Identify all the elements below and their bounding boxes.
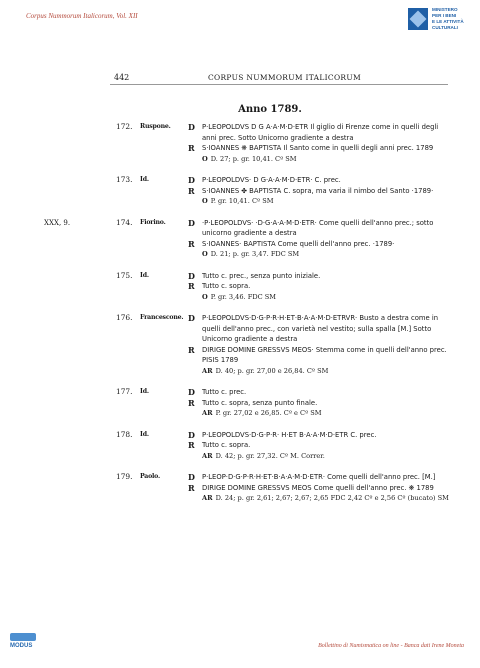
journal-header: Corpus Nummorum Italicorum, Vol. XII [26,12,138,20]
entry-number: 173. [116,175,133,184]
legend-text: P·LEOPOLDVS· D G·A·A·M·D·ETR· C. prec. [202,176,341,184]
metal-symbol: AR [202,409,213,417]
legend-text: Tutto c. sopra, senza punto finale. [202,398,318,407]
legend-text: Tutto c. prec., senza punto iniziale. [202,271,321,280]
coin-denomination: Paolo. [140,473,160,480]
side-symbol: R [188,185,195,196]
ministry-logo [408,6,474,34]
entry-description [188,430,450,462]
entry-description [188,313,450,376]
catalogue-entry [0,122,480,164]
ministry-logo-mark-icon [408,8,428,30]
side-symbol: R [188,482,195,493]
metal-symbol: AR [202,366,213,375]
catalogue-entry [0,472,480,504]
legend-text: S·IOANNES· BAPTISTA Come quelli dell'anno prec. ·1789· [202,239,395,248]
reverse-line [188,398,450,409]
coin-denomination: Ruspone. [140,123,171,130]
legend-text: P·LEOPOLDVS·D·G·P·R· H·ET B·A·A·M·D·ETR C. prec. [202,430,377,439]
side-symbol: D [188,387,195,397]
legend-text: P·LEOPOLDVS·D·G·P·R·H·ET·B·A·A·M·D·ETRVR· Busto a destra come in quelli dell'anno prec., con varietà nel vestito; sulla spalla [M.] Sotto Unicorno gradiente a destra [202,314,439,343]
side-symbol: D [188,175,195,185]
obverse-line [188,175,450,186]
entry-description [188,271,450,303]
specimen-text: D. 24; p. gr. 2,61; 2,67; 2,67; 2,65 FDC 2,42 Cº e 2,56 Cº (bucato) SM [215,494,449,502]
footer-logo-bar-icon [10,633,36,641]
obverse-line [188,122,450,143]
metal-symbol: O [202,250,208,258]
legend-text: P·LEOP·D·G·P·R·H·ET·B·A·A·M·D·ETR· Come quelli dell'anno prec. [M.] [202,473,436,481]
catalogue-entry [0,313,480,376]
catalogue-entry [0,430,480,462]
coin-denomination: Id. [140,388,149,395]
obverse-line [188,271,450,282]
obverse-line [188,387,450,398]
reverse-line [188,143,450,154]
ministry-logo-text: MINISTERO PER I BENI E LE ATTIVITÀ CULTURALI [432,7,464,30]
specimen-data [188,154,450,165]
metal-symbol: O [202,197,208,205]
specimen-data [188,292,450,303]
entry-number: 172. [116,122,133,131]
legend-text: Tutto c. sopra. [202,441,251,449]
specimen-text: D. 42; p. gr. 27,32. Cº M. Correr. [215,451,325,460]
entry-description [188,218,450,260]
legend-text: S·IOANNES ❋ BAPTISTA Il Santo come in quelli degli anni prec. 1789 [202,144,434,152]
metal-symbol: AR [202,494,213,502]
entry-number: 175. [116,270,133,280]
specimen-text: P. gr. 10,41. Cº SM [210,197,274,205]
entry-number: 178. [116,429,133,439]
catalogue-entry [0,271,480,303]
specimen-text: D. 40; p. gr. 27,00 e 26,84. Cº SM [215,366,329,375]
entry-number: 176. [116,313,133,322]
side-symbol: R [188,143,195,153]
plate-reference: XXX, 9. [44,218,71,227]
entry-number: 177. [116,387,133,396]
page-number: 442 [114,73,130,82]
catalogue-entries [0,122,480,515]
entry-description [188,122,450,164]
coin-denomination: Francescone. [140,314,184,321]
catalogue-entry [0,387,480,419]
legend-text: Tutto c. sopra. [202,282,251,290]
side-symbol: R [188,440,195,450]
obverse-line [188,313,450,345]
reverse-line [188,483,450,494]
side-symbol: R [188,238,195,249]
side-symbol: D [188,217,195,228]
entry-number: 179. [116,472,133,481]
specimen-data [188,366,450,377]
footer-credit: Bollettino di Numismatica on line - Banca dati Irene Moneta [318,643,464,649]
reverse-line [188,281,450,292]
legend-text: Tutto c. prec. [202,388,247,396]
legend-text: ·P·LEOPOLDVS· ·D·G·A·A·M·D·ETR· Come quelli dell'anno prec.; sotto unicorno gradiente a destra [202,218,434,237]
side-symbol: D [188,122,195,132]
specimen-data [188,249,450,260]
coin-denomination: Fiorino. [140,218,166,226]
side-symbol: R [188,397,195,408]
reverse-line [188,440,450,451]
metal-symbol: O [202,154,208,163]
obverse-line [188,472,450,483]
side-symbol: R [188,281,195,291]
specimen-data [188,451,450,462]
footer-logo: MODUS [10,633,38,655]
section-title: Anno 1789. [238,104,302,115]
metal-symbol: O [202,292,208,301]
coin-denomination: Id. [140,176,149,183]
metal-symbol: AR [202,451,213,460]
legend-text: S·IOANNES ✤ BAPTISTA C. sopra, ma varia il nimbo del Santo ·1789· [202,186,434,195]
obverse-line [188,430,450,441]
entry-description [188,387,450,419]
running-title: CORPUS NUMMORUM ITALICORUM [208,73,361,82]
legend-text: DIRIGE DOMINE GRESSVS MEOS Come quelli dell'anno prec. ❋ 1789 [202,483,434,492]
reverse-line [188,186,450,197]
specimen-text: D. 27; p. gr. 10,41. Cº SM [210,154,297,163]
specimen-text: P. gr. 3,46. FDC SM [210,292,277,301]
catalogue-entry [0,218,480,260]
specimen-text: P. gr. 27,02 e 26,85. Cº e Cº SM [215,409,322,417]
side-symbol: D [188,313,195,323]
legend-text: P·LEOPOLDVS D G A·A·M·D·ETR Il giglio di Firenze come in quelli degli anni prec. Sotto Unicorno gradiente a destra [202,123,439,142]
side-symbol: R [188,344,195,355]
specimen-data [188,408,450,419]
coin-denomination: Id. [140,271,149,279]
reverse-line [188,239,450,250]
side-symbol: D [188,472,195,482]
entry-description [188,175,450,207]
coin-denomination: Id. [140,430,149,438]
entry-description [188,472,450,504]
specimen-data [188,196,450,207]
entry-number: 174. [116,217,133,227]
header-rule [110,84,448,85]
specimen-data [188,493,450,504]
side-symbol: D [188,270,195,281]
side-symbol: D [188,429,195,440]
specimen-text: D. 21; p. gr. 3,47. FDC SM [210,250,300,258]
legend-text: DIRIGE DOMINE GRESSVS MEOS· Stemma come in quelli dell'anno prec. PISIS 1789 [202,345,447,364]
obverse-line [188,218,450,239]
reverse-line [188,345,450,366]
catalogue-entry [0,175,480,207]
